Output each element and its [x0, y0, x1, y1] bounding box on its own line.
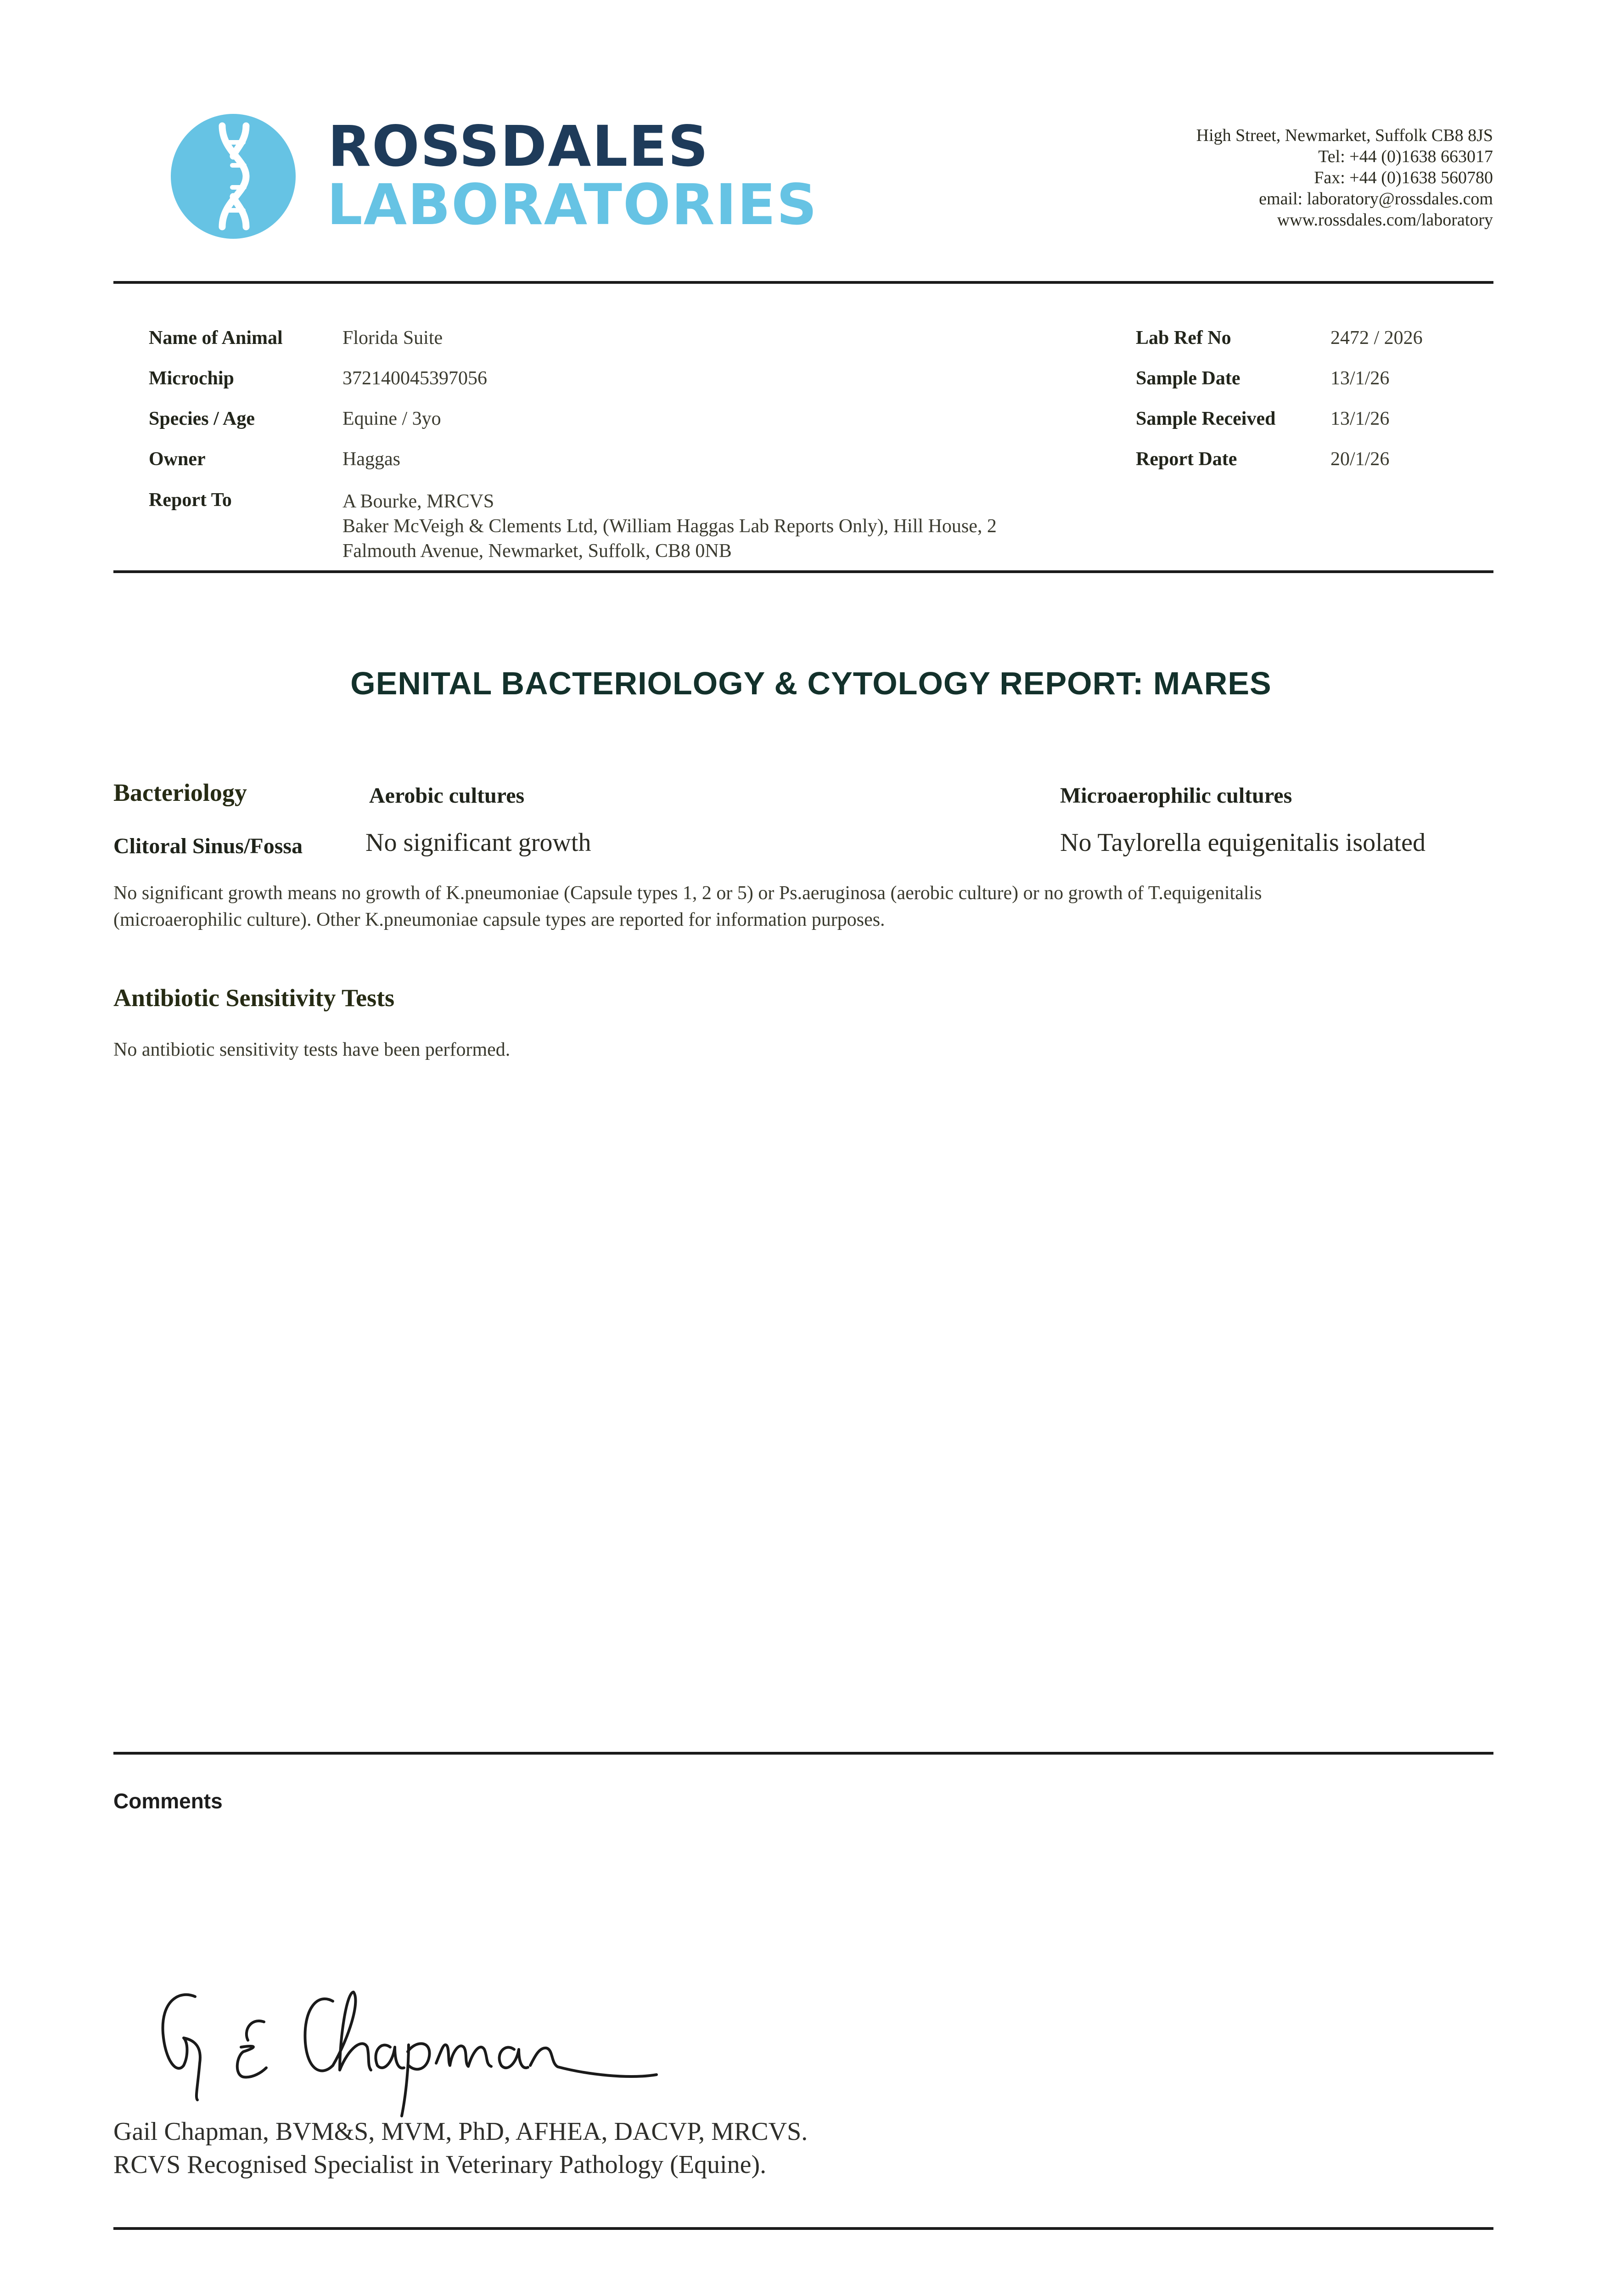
report-to-line: Falmouth Avenue, Newmarket, Suffolk, CB8 0NB: [342, 540, 732, 562]
header-divider: [113, 281, 1493, 284]
report-to-line: A Bourke, MRCVS: [342, 491, 494, 512]
microaerophilic-cultures-heading: Microaerophilic cultures: [1060, 783, 1292, 808]
comments-divider: [113, 1752, 1493, 1755]
contact-email[interactable]: email: laboratory@rossdales.com: [1259, 189, 1493, 208]
sample-site-label: Clitoral Sinus/Fossa: [113, 834, 303, 858]
sample-received-value: 13/1/26: [1330, 408, 1390, 429]
report-to-line: Baker McVeigh & Clements Ltd, (William Haggas Lab Reports Only), Hill House, 2: [342, 516, 997, 537]
sample-date-value: 13/1/26: [1330, 368, 1390, 389]
lab-ref-label: Lab Ref No: [1136, 327, 1231, 349]
contact-web[interactable]: www.rossdales.com/laboratory: [1277, 210, 1493, 230]
report-to-label: Report To: [149, 490, 232, 511]
contact-fax: Fax: +44 (0)1638 560780: [1314, 168, 1493, 187]
dna-helix-icon: [171, 114, 296, 239]
aerobic-cultures-heading: Aerobic cultures: [369, 783, 525, 808]
note-line: (microaerophilic culture). Other K.pneumoniae capsule types are reported for information purposes.: [113, 909, 885, 930]
bacteriology-note: [113, 880, 1500, 933]
details-divider: [113, 570, 1493, 573]
species-age-value: Equine / 3yo: [342, 408, 441, 429]
species-age-label: Species / Age: [149, 408, 255, 429]
antibiotic-sensitivity-heading: Antibiotic Sensitivity Tests: [113, 984, 395, 1012]
lab-ref-value: 2472 / 2026: [1330, 327, 1423, 349]
comments-label: Comments: [113, 1789, 223, 1813]
owner-label: Owner: [149, 449, 206, 470]
animal-name-label: Name of Animal: [149, 327, 283, 349]
contact-tel: Tel: +44 (0)1638 663017: [1318, 147, 1493, 166]
signatory-name: Gail Chapman, BVM&S, MVM, PhD, AFHEA, DACVP, MRCVS.: [113, 2117, 808, 2146]
antibiotic-sensitivity-text: No antibiotic sensitivity tests have been performed.: [113, 1039, 511, 1060]
aerobic-result: No significant growth: [365, 828, 591, 857]
logo-wordmark-line1: ROSSDALES: [328, 114, 709, 179]
footer-divider: [113, 2227, 1493, 2230]
owner-value: Haggas: [342, 449, 400, 470]
report-title: GENITAL BACTERIOLOGY & CYTOLOGY REPORT: MARES: [350, 665, 1272, 701]
report-to-value: [342, 489, 997, 563]
sample-received-label: Sample Received: [1136, 408, 1276, 429]
bacteriology-heading: Bacteriology: [113, 779, 247, 806]
contact-block: [1196, 125, 1493, 231]
handwritten-signature: [152, 1983, 661, 2125]
animal-name-value: Florida Suite: [342, 327, 443, 349]
logo-wordmark-line2: LABORATORIES: [327, 172, 818, 237]
microaerophilic-result: No Taylorella equigenitalis isolated: [1060, 828, 1426, 857]
report-date-label: Report Date: [1136, 449, 1237, 470]
microchip-label: Microchip: [149, 368, 234, 389]
note-line: No significant growth means no growth of K.pneumoniae (Capsule types 1, 2 or 5) or Ps.aeruginosa (aerobic culture) or no growth of T.equigenitalis: [113, 883, 1262, 904]
sample-date-label: Sample Date: [1136, 368, 1240, 389]
report-date-value: 20/1/26: [1330, 449, 1390, 470]
microchip-value: 372140045397056: [342, 368, 487, 389]
signatory-title: RCVS Recognised Specialist in Veterinary Pathology (Equine).: [113, 2150, 767, 2179]
contact-address: High Street, Newmarket, Suffolk CB8 8JS: [1196, 126, 1493, 145]
